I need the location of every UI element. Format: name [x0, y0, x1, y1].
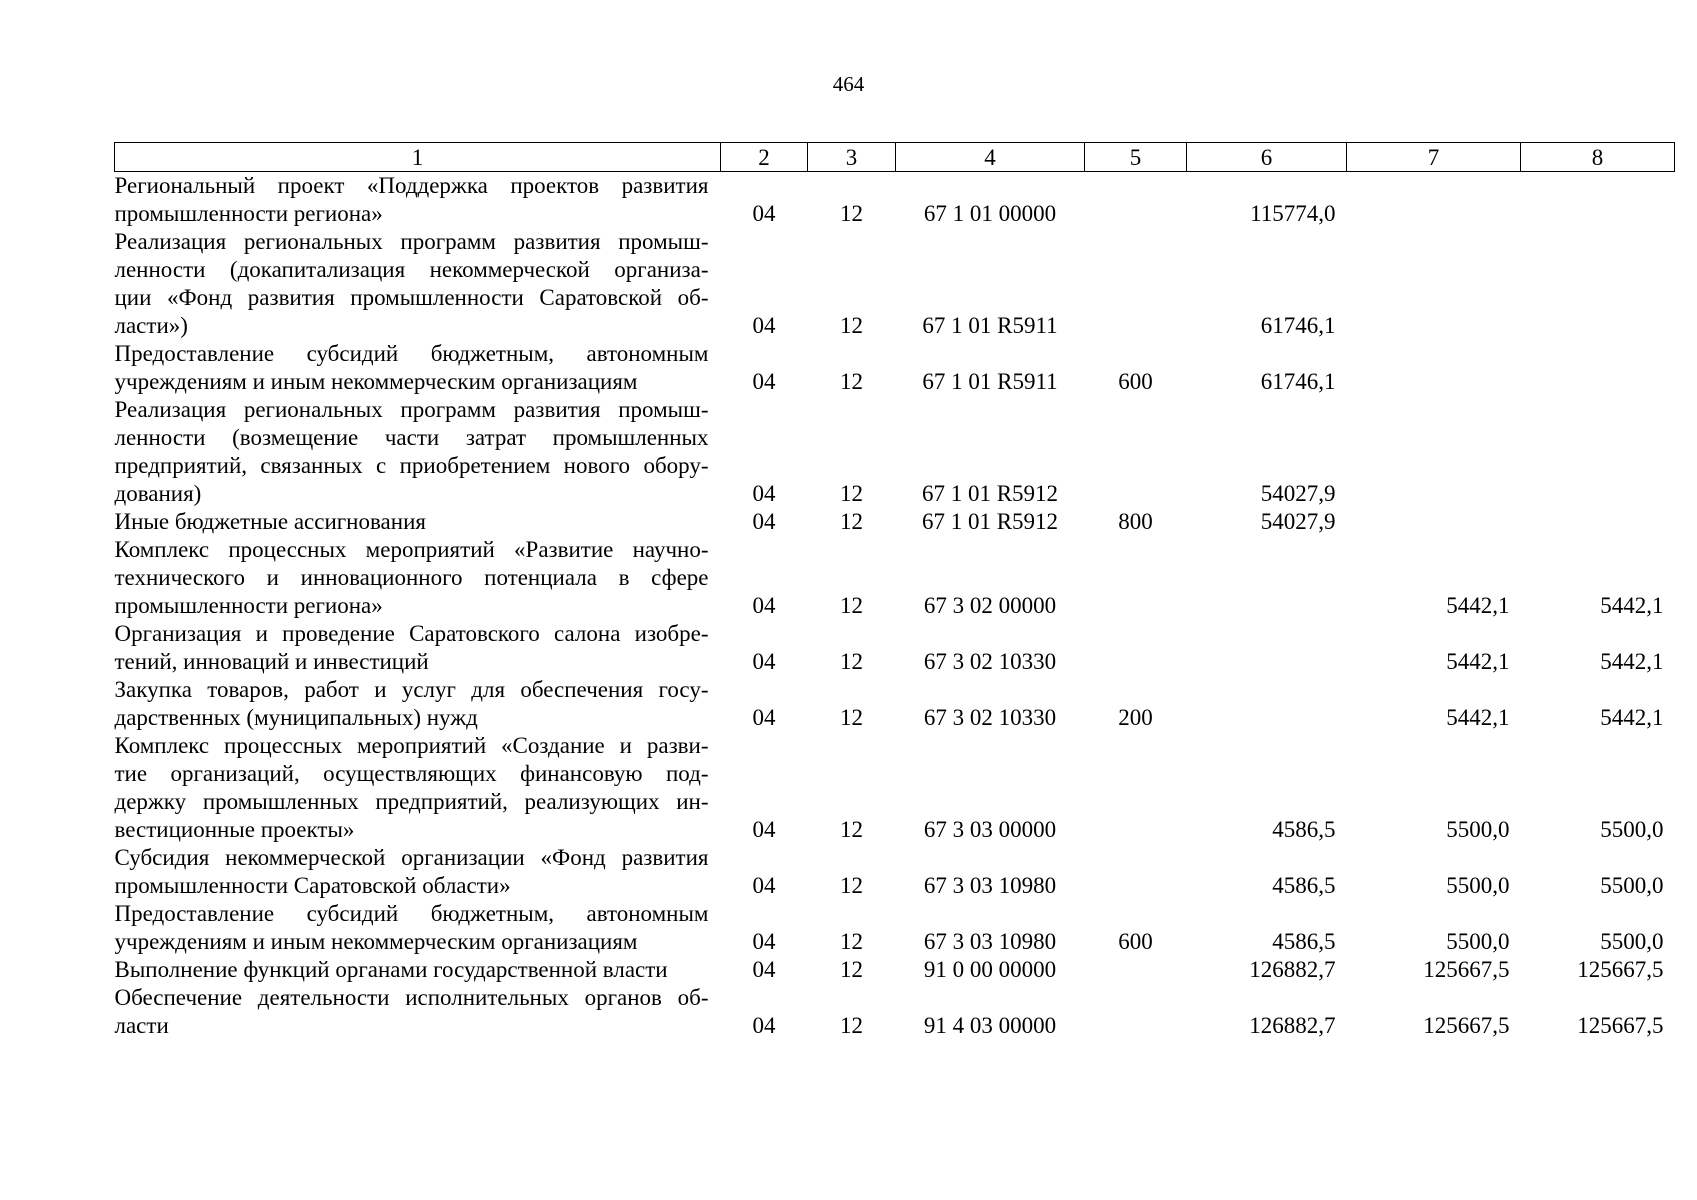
- row-amount-col8-cell: 5442,1: [1600, 649, 1664, 674]
- row-amount-col8-cell: [1521, 340, 1675, 396]
- row-name-cell: [115, 396, 721, 508]
- row-chapter-cell: 04: [752, 313, 776, 338]
- row-target-article-cell: 67 3 02 10330: [923, 649, 1057, 674]
- row-expense-type-cell: 200: [1118, 705, 1153, 730]
- row-amount-col8-cell: 125667,5: [1577, 957, 1664, 982]
- header-row: [115, 143, 1675, 172]
- row-amount-col6-cell: 61746,1: [1260, 313, 1336, 338]
- row-chapter-cell: 04: [752, 649, 776, 674]
- row-chapter-cell: 04: [752, 1013, 776, 1038]
- row-name-line: ленности (возмещение части затрат промышленных: [114, 425, 709, 450]
- row-target-article-cell: 67 1 01 00000: [923, 201, 1057, 226]
- row-name-line: ленности (докапитализация некоммерческой организа-: [114, 257, 709, 282]
- table-row: [115, 536, 1675, 620]
- row-name-cell: [115, 676, 721, 732]
- row-name-line: Обеспечение деятельности исполнительных органов об-: [114, 985, 709, 1010]
- table-row: [115, 900, 1675, 956]
- row-amount-col6-cell: 126882,7: [1249, 957, 1336, 982]
- row-chapter-cell: 04: [752, 369, 776, 394]
- row-subchapter-cell: 12: [840, 817, 863, 842]
- row-amount-col8-cell: [1521, 508, 1675, 536]
- row-amount-col8-cell: 5442,1: [1600, 705, 1664, 730]
- row-name-line: Иные бюджетные ассигнования: [114, 509, 426, 534]
- row-amount-col6-cell: 115774,0: [1250, 201, 1336, 226]
- header-col-2: 2: [721, 143, 808, 172]
- header-col-4: 4: [896, 143, 1085, 172]
- row-target-article-cell: 67 3 03 00000: [923, 817, 1057, 842]
- row-subchapter-cell: 12: [840, 481, 863, 506]
- row-amount-col7-cell: [1347, 172, 1521, 229]
- row-name-cell: [115, 844, 721, 900]
- row-subchapter-cell: 12: [840, 873, 863, 898]
- row-amount-col8-cell: 5442,1: [1600, 593, 1664, 618]
- row-amount-col6-cell: [1187, 536, 1347, 620]
- row-chapter-cell: 04: [752, 509, 776, 534]
- row-name-line: Организация и проведение Саратовского салона изобре-: [114, 621, 709, 646]
- row-name-line: ласти: [114, 1013, 169, 1038]
- row-amount-col6-cell: 4586,5: [1272, 929, 1336, 954]
- row-name-cell: [115, 508, 721, 536]
- header-col-8: 8: [1521, 143, 1675, 172]
- row-subchapter-cell: 12: [840, 201, 863, 226]
- table-row: [115, 956, 1675, 984]
- row-subchapter-cell: 12: [840, 1013, 863, 1038]
- row-expense-type-cell: 600: [1118, 369, 1153, 394]
- row-name-line: Реализация региональных программ развития промыш-: [114, 229, 709, 254]
- row-name-line: Предоставление субсидий бюджетным, автономным: [114, 901, 709, 926]
- row-subchapter-cell: 12: [840, 957, 863, 982]
- row-chapter-cell: 04: [752, 593, 776, 618]
- row-name-line: дования): [114, 481, 202, 506]
- row-chapter-cell: 04: [752, 957, 776, 982]
- row-name-line: Комплекс процессных мероприятий «Создание и разви-: [114, 733, 709, 758]
- header-col-1: 1: [115, 143, 721, 172]
- row-amount-col7-cell: [1347, 228, 1521, 340]
- row-target-article-cell: 67 1 01 R5912: [921, 509, 1059, 534]
- row-amount-col7-cell: 5442,1: [1446, 593, 1510, 618]
- budget-table: [114, 142, 1675, 1040]
- row-target-article-cell: 67 3 02 10330: [923, 705, 1057, 730]
- row-name-line: держку промышленных предприятий, реализующих ин-: [114, 789, 709, 814]
- row-amount-col8-cell: 5500,0: [1600, 817, 1664, 842]
- page-number: 464: [832, 72, 865, 96]
- row-name-cell: [115, 172, 721, 229]
- row-subchapter-cell: 12: [840, 929, 863, 954]
- row-amount-col6-cell: 61746,1: [1260, 369, 1336, 394]
- row-amount-col7-cell: [1347, 340, 1521, 396]
- row-name-line: Субсидия некоммерческой организации «Фонд развития: [114, 845, 709, 870]
- row-target-article-cell: 67 1 01 R5912: [921, 481, 1059, 506]
- row-amount-col7-cell: 5442,1: [1446, 649, 1510, 674]
- row-target-article-cell: 67 3 02 00000: [923, 593, 1057, 618]
- row-amount-col7-cell: 125667,5: [1423, 1013, 1510, 1038]
- row-name-cell: [115, 228, 721, 340]
- row-amount-col7-cell: [1347, 508, 1521, 536]
- row-name-cell: [115, 900, 721, 956]
- row-amount-col8-cell: 125667,5: [1577, 1013, 1664, 1038]
- row-name-line: предприятий, связанных с приобретением нового обору-: [114, 453, 709, 478]
- row-name-cell: [115, 536, 721, 620]
- row-amount-col8-cell: [1521, 396, 1675, 508]
- row-target-article-cell: 67 1 01 R5911: [922, 313, 1058, 338]
- table-row: [115, 676, 1675, 732]
- row-amount-col6-cell: [1187, 676, 1347, 732]
- row-chapter-cell: 04: [752, 481, 776, 506]
- row-amount-col6-cell: [1187, 620, 1347, 676]
- table-row: [115, 396, 1675, 508]
- table-body: [115, 172, 1675, 1041]
- table-row: [115, 172, 1675, 229]
- row-name-line: Выполнение функций органами государственной власти: [114, 957, 668, 982]
- row-expense-type-cell: [1085, 228, 1187, 340]
- row-amount-col6-cell: 126882,7: [1249, 1013, 1336, 1038]
- row-amount-col6-cell: 4586,5: [1272, 873, 1336, 898]
- row-name-line: промышленности Саратовской области»: [114, 873, 511, 898]
- row-name-cell: [115, 340, 721, 396]
- row-amount-col7-cell: 5442,1: [1446, 705, 1510, 730]
- row-subchapter-cell: 12: [840, 593, 863, 618]
- row-expense-type-cell: [1085, 984, 1187, 1040]
- row-chapter-cell: 04: [752, 817, 776, 842]
- row-name-line: Закупка товаров, работ и услуг для обеспечения госу-: [114, 677, 709, 702]
- table-row: [115, 984, 1675, 1040]
- row-chapter-cell: 04: [752, 705, 776, 730]
- table-row: [115, 844, 1675, 900]
- row-chapter-cell: 04: [752, 873, 776, 898]
- row-expense-type-cell: [1085, 172, 1187, 229]
- row-target-article-cell: 67 3 03 10980: [923, 873, 1057, 898]
- row-expense-type-cell: [1085, 396, 1187, 508]
- table-row: [115, 620, 1675, 676]
- row-name-line: тений, инноваций и инвестиций: [114, 649, 429, 674]
- table-row: [115, 732, 1675, 844]
- row-amount-col7-cell: 5500,0: [1446, 817, 1510, 842]
- row-expense-type-cell: [1085, 956, 1187, 984]
- row-expense-type-cell: [1085, 536, 1187, 620]
- row-subchapter-cell: 12: [840, 649, 863, 674]
- table-row: [115, 340, 1675, 396]
- table-row: [115, 508, 1675, 536]
- row-name-cell: [115, 732, 721, 844]
- row-name-line: промышленности региона»: [114, 593, 383, 618]
- row-amount-col8-cell: 5500,0: [1600, 929, 1664, 954]
- row-name-line: дарственных (муниципальных) нужд: [114, 705, 478, 730]
- row-subchapter-cell: 12: [840, 509, 863, 534]
- row-target-article-cell: 91 4 03 00000: [923, 1013, 1057, 1038]
- row-amount-col6-cell: 4586,5: [1272, 817, 1336, 842]
- header-col-7: 7: [1347, 143, 1521, 172]
- row-name-line: технического и инновационного потенциала в сфере: [114, 565, 709, 590]
- row-amount-col8-cell: [1521, 228, 1675, 340]
- row-amount-col8-cell: 5500,0: [1600, 873, 1664, 898]
- row-name-line: Комплекс процессных мероприятий «Развитие научно-: [114, 537, 709, 562]
- row-expense-type-cell: [1085, 620, 1187, 676]
- row-name-line: промышленности региона»: [114, 201, 383, 226]
- row-name-line: ласти»): [114, 313, 188, 338]
- row-expense-type-cell: 800: [1118, 509, 1153, 534]
- row-amount-col7-cell: 125667,5: [1423, 957, 1510, 982]
- row-name-line: учреждениям и иным некоммерческим организациям: [114, 369, 638, 394]
- row-expense-type-cell: [1085, 844, 1187, 900]
- row-amount-col7-cell: 5500,0: [1446, 873, 1510, 898]
- header-col-3: 3: [808, 143, 896, 172]
- row-amount-col6-cell: 54027,9: [1260, 509, 1336, 534]
- row-name-line: вестиционные проекты»: [114, 817, 355, 842]
- row-chapter-cell: 04: [752, 201, 776, 226]
- row-name-line: учреждениям и иным некоммерческим организациям: [114, 929, 638, 954]
- row-expense-type-cell: 600: [1118, 929, 1153, 954]
- row-target-article-cell: 67 3 03 10980: [923, 929, 1057, 954]
- row-target-article-cell: 67 1 01 R5911: [922, 369, 1058, 394]
- row-target-article-cell: 91 0 00 00000: [923, 957, 1057, 982]
- row-name-line: Региональный проект «Поддержка проектов развития: [114, 173, 709, 198]
- header-col-5: 5: [1085, 143, 1187, 172]
- row-name-cell: [115, 956, 721, 984]
- row-subchapter-cell: 12: [840, 369, 863, 394]
- row-subchapter-cell: 12: [840, 705, 863, 730]
- row-amount-col7-cell: [1347, 396, 1521, 508]
- row-chapter-cell: 04: [752, 929, 776, 954]
- row-amount-col8-cell: [1521, 172, 1675, 229]
- row-amount-col6-cell: 54027,9: [1260, 481, 1336, 506]
- row-name-line: Предоставление субсидий бюджетным, автономным: [114, 341, 709, 366]
- row-name-cell: [115, 620, 721, 676]
- row-expense-type-cell: [1085, 732, 1187, 844]
- row-name-line: Реализация региональных программ развития промыш-: [114, 397, 709, 422]
- row-amount-col7-cell: 5500,0: [1446, 929, 1510, 954]
- header-col-6: 6: [1187, 143, 1347, 172]
- row-name-line: ции «Фонд развития промышленности Саратовской об-: [114, 285, 709, 310]
- table-row: [115, 228, 1675, 340]
- row-subchapter-cell: 12: [840, 313, 863, 338]
- row-name-line: тие организаций, осуществляющих финансовую под-: [114, 761, 709, 786]
- row-name-cell: [115, 984, 721, 1040]
